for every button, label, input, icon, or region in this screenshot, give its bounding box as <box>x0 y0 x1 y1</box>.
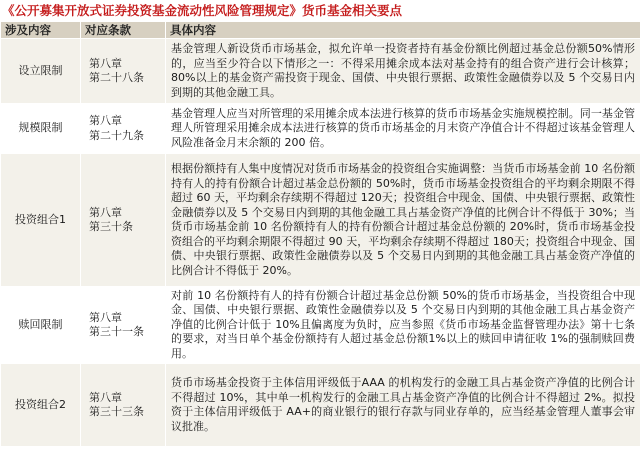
row-chapter: 第八章 <box>89 114 122 127</box>
row-chapter: 第八章 <box>89 310 122 324</box>
row-clause <box>81 364 166 447</box>
row-clause <box>81 287 166 364</box>
row-content: 货币市场基金投资于主体信用评级低于AAA 的机构发行的金融工具占基金资产净值的比例合计不得超过 10%，其中单一机构发行的金融工具占基金资产净值的比例合计不得超过 2%。拟投资于主体信用评级低于 AA+的商业银行的银行存款与同业存单的，应当经基金管理人董事会审议批准。 <box>166 364 640 447</box>
header-topic: 涉及内容 <box>1 22 81 39</box>
row-chapter: 第八章 <box>89 390 122 404</box>
row-chapter: 第八章 <box>89 205 122 219</box>
header-clause: 对应条款 <box>81 22 166 39</box>
row-content: 根据份额持有人集中度情况对货币市场基金的投资组合实施调整：当货币市场基金前 10 名份额持有人的持有份额合计超过基金总份额的 50%时，货币市场基金投资组合的平均剩余期限不得超过 60 天，平均剩余存续期不得超过 120天；投资组合中现金、国债、中央银行票据、政策性金融债券以及 5 个交易日内到期的其他金融工具占基金资产净值的比例合计不得低于 30%；当货币市场基金前 10 名份额持有人的持有份额合计超过基金总份额的 20%时，货币市场基金投资组合的平均剩余期限不得超过 90 天，平均剩余存续期不得超过 180天；投资组合中现金、国债、中央银行票据、政策性金融债券以及 5 个交易日内到期的其他金融工具占基金资产净值的比例合计不得低于 20%。 <box>166 154 640 287</box>
row-topic: 投资组合1 <box>1 154 81 287</box>
row-topic: 赎回限制 <box>1 287 81 364</box>
row-article: 第三十三条 <box>89 405 144 418</box>
table-row <box>1 104 640 154</box>
row-article: 第三十条 <box>89 220 133 233</box>
row-topic: 投资组合2 <box>1 364 81 447</box>
row-clause <box>81 39 166 104</box>
row-article: 第二十九条 <box>89 128 144 142</box>
regulation-table <box>0 21 640 447</box>
page-title: 《公开募集开放式证券投资基金流动性风险管理规定》货币基金相关要点 <box>2 3 403 18</box>
table-row <box>1 39 640 104</box>
row-content: 基金管理人新设货币市场基金，拟允许单一投资者持有基金份额比例超过基金总份额50%情形的，应当至少符合以下情形之一：不得采用摊余成本法对基金持有的组合资产进行会计核算；80%以上的基金资产需投资于现金、国债、中央银行票据、政策性金融债券以及 5 个交易日内到期的其他金融工具。 <box>166 39 640 104</box>
row-content: 基金管理人应当对所管理的采用摊余成本法进行核算的货币市场基金实施规模控制。同一基金管理人所管理采用摊余成本法进行核算的货币市场基金的月末资产净值合计不得超过该基金管理人风险准备金月末余额的 200 倍。 <box>166 104 640 154</box>
row-article: 第二十八条 <box>89 71 144 84</box>
row-content: 对前 10 名份额持有人的持有份额合计超过基金总份额 50%的货币市场基金，当投资组合中现金、国债、中央银行票据、政策性金融债券以及 5 个交易日内到期的其他金融工具占基金资产净值的比例合计低于 10%且偏离度为负时，应当参照《货币市场基金监督管理办法》第十七条的要求，对当日单个基金份额持有人超过基金总份额1%以上的赎回申请征收 1%的强制赎回费用。 <box>166 287 640 364</box>
row-clause <box>81 104 166 154</box>
row-article: 第三十一条 <box>89 325 144 338</box>
table-row <box>1 154 640 287</box>
row-clause <box>81 154 166 287</box>
header-content: 具体内容 <box>166 22 640 39</box>
table-row <box>1 287 640 364</box>
row-chapter: 第八章 <box>89 56 122 70</box>
table-header-row <box>1 22 640 39</box>
row-topic: 设立限制 <box>1 39 81 104</box>
table-row <box>1 364 640 447</box>
row-topic: 规模限制 <box>1 104 81 154</box>
